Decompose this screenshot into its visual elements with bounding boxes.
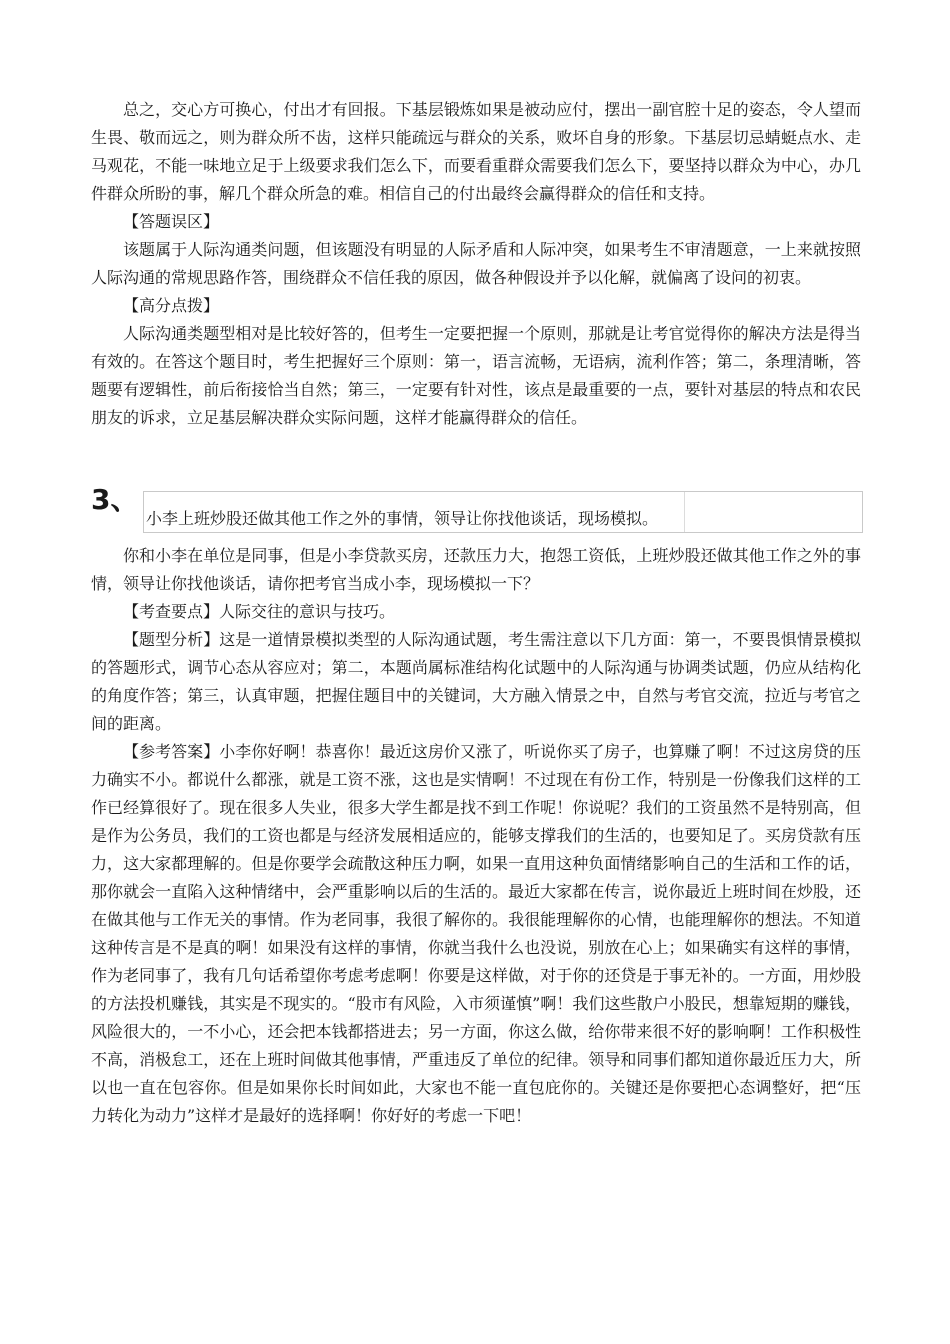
- tips-heading: 【高分点拨】: [123, 296, 220, 315]
- question-title: 小李上班炒股还做其他工作之外的事情，领导让你找他谈话，现场模拟。: [146, 509, 659, 528]
- summary-paragraph: 总之，交心方可换心，付出才有回报。下基层锻炼如果是被动应付，摆出一副官腔十足的姿态，令人望而生畏、敬而远之，则为群众所不齿，这样只能疏远与群众的关系，败坏自身的形象。下基层切忌蜻蜓点水、走马观花，不能一味地立足于上级要求我们怎么下，而要看重群众需要我们怎么下，要坚持以群众为中心，办几件群众所盼的事，解几个群众所急的难。相信自己的付出最终会赢得群众的信任和支持。: [91, 100, 861, 203]
- analysis-paragraph: 【题型分析】这是一道情景模拟类型的人际沟通试题，考生需注意以下几方面：第一，不要畏惧情景模拟的答题形式，调节心态从容应对；第二，本题尚属标准结构化试题中的人际沟通与协调类试题，仍应从结构化的角度作答；第三，认真审题，把握住题目中的关键词，大方融入情景之中，自然与考官交流，拉近与考官之间的距离。: [91, 630, 861, 733]
- top-section: [91, 96, 861, 432]
- mistakes-paragraph: 该题属于人际沟通类问题，但该题没有明显的人际矛盾和人际冲突，如果考生不审清题意，一上来就按照人际沟通的常规思路作答，围绕群众不信任我的原因，做各种假设并予以化解，就偏离了设问的初衷。: [91, 240, 861, 287]
- intro-paragraph: 你和小李在单位是同事，但是小李贷款买房，还款压力大，抱怨工资低，上班炒股还做其他工作之外的事情，领导让你找他谈话，请你把考官当成小李，现场模拟一下？: [91, 546, 861, 593]
- mistakes-heading: 【答题误区】: [123, 212, 220, 231]
- tips-paragraph: 人际沟通类题型相对是比较好答的，但考生一定要把握一个原则，那就是让考官觉得你的解决方法是得当有效的。在答这个题目时，考生把握好三个原则：第一，语言流畅，无语病，流利作答；第二，条理清晰，答题要有逻辑性，前后衔接恰当自然；第三，一定要有针对性，该点是最重要的一点，要针对基层的特点和农民朋友的诉求，立足基层解决群众实际问题，这样才能赢得群众的信任。: [91, 324, 861, 427]
- bottom-section: [91, 542, 861, 1130]
- reference-answer-paragraph: 【参考答案】小李你好啊！恭喜你！最近这房价又涨了，听说你买了房子，也算赚了啊！不过这房贷的压力确实不小。都说什么都涨，就是工资不涨，这也是实情啊！不过现在有份工作，特别是一份像我们这样的工作已经算很好了。现在很多人失业，很多大学生都是找不到工作呢！你说呢？我们的工资虽然不是特别高，但是作为公务员，我们的工资也都是与经济发展相适应的，能够支撑我们的生活的，也要知足了。买房贷款有压力，这大家都理解的。但是你要学会疏散这种压力啊，如果一直用这种负面情绪影响自己的生活和工作的话，那你就会一直陷入这种情绪中，会严重影响以后的生活的。最近大家都在传言，说你最近上班时间在炒股，还在做其他与工作无关的事情。作为老同事，我很了解你的。我很能理解你的心情，也能理解你的想法。不知道这种传言是不是真的啊！如果没有这样的事情，你就当我什么也没说，别放在心上；如果确实有这样的事情，作为老同事了，我有几句话希望你考虑考虑啊！你要是这样做，对于你的还贷是于事无补的。一方面，用炒股的方法投机赚钱，其实是不现实的。“股市有风险，入市须谨慎”啊！我们这些散户小股民，想靠短期的赚钱，风险很大的，一不小心，还会把本钱都搭进去；另一方面，你这么做，给你带来很不好的影响啊！工作积极性不高，消极怠工，还在上班时间做其他事情，严重违反了单位的纪律。领导和同事们都知道你最近压力大，所以也一直在包容你。但是如果你长时间如此，大家也不能一直包庇你的。关键还是你要把心态调整好，把“压力转化为动力”这样才是最好的选择啊！你好好的考虑一下吧！: [91, 742, 861, 1125]
- question-number: 3、: [91, 483, 139, 516]
- question-title-box: [143, 491, 863, 533]
- key-points-paragraph: 【考查要点】人际交往的意识与技巧。: [123, 602, 396, 621]
